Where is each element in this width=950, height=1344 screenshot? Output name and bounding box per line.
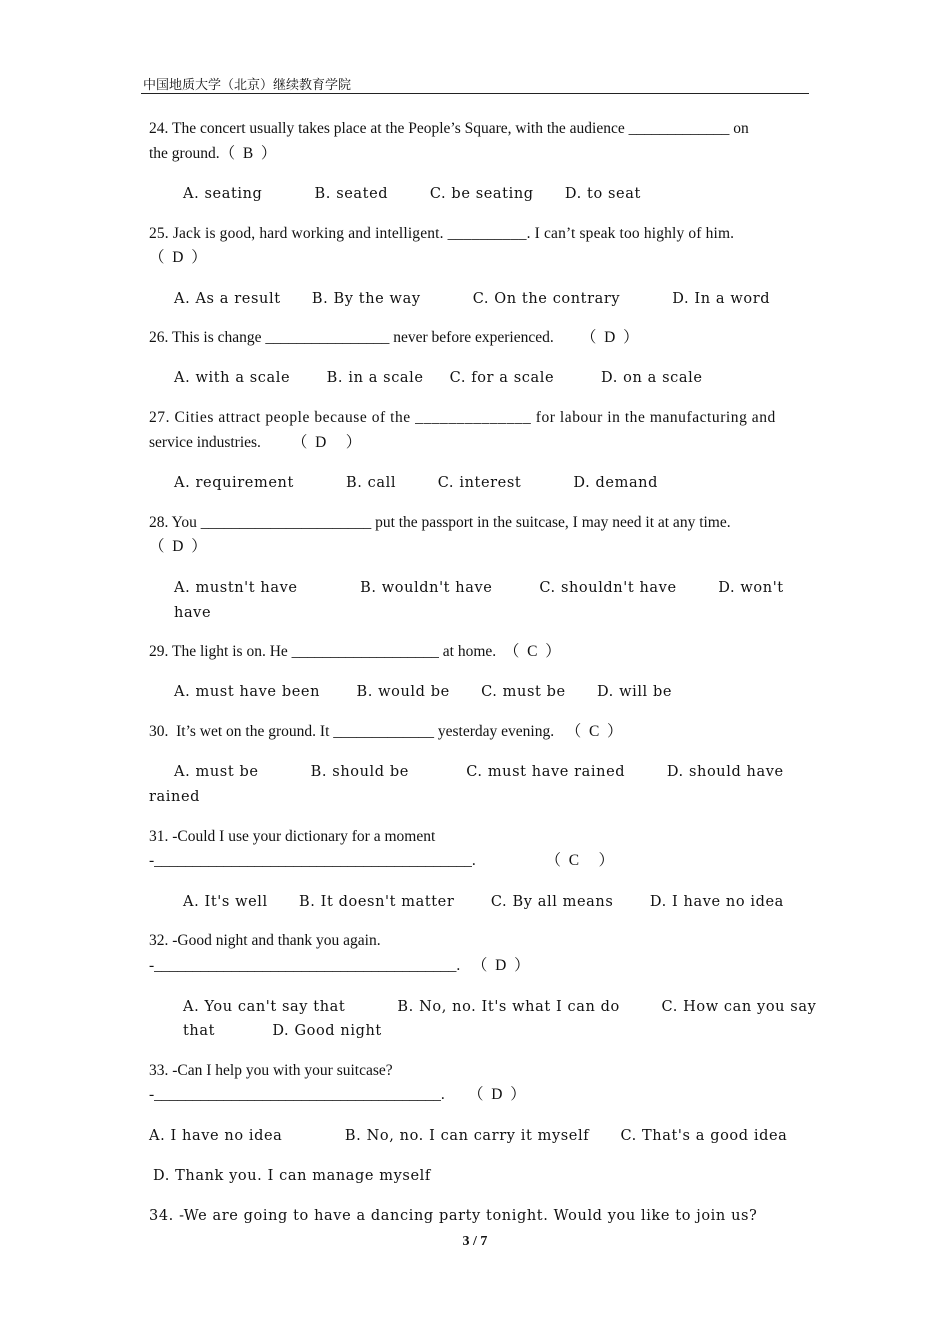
question-25-answer: （ D ） xyxy=(149,249,207,266)
question-28-options-cont: have xyxy=(174,605,212,621)
question-32-answer: -_______________________________________. （ D ） xyxy=(149,957,530,974)
question-24-answer: the ground.（ B ） xyxy=(149,145,277,162)
question-26-stem: 26. This is change ________________ never before experienced. （ D ） xyxy=(149,329,639,346)
question-25-options: A. As a result B. By the way C. On the contrary D. In a word xyxy=(174,291,771,307)
question-31-stem: 31. -Could I use your dictionary for a moment xyxy=(149,828,436,845)
question-25-stem: 25. Jack is good, hard working and intelligent. __________. I can’t speak too highly of him. xyxy=(149,225,735,242)
question-32-stem: 32. -Good night and thank you again. xyxy=(149,932,381,949)
question-30-stem: 30. It’s wet on the ground. It _____________ yesterday evening. （ C ） xyxy=(149,723,623,740)
question-28-answer: （ D ） xyxy=(149,538,207,555)
document-header: 中国地质大学（北京）继续教育学院 xyxy=(143,78,352,93)
question-26-options: A. with a scale B. in a scale C. for a scale D. on a scale xyxy=(174,370,703,386)
question-24-stem: 24. The concert usually takes place at the People’s Square, with the audience _____________ on xyxy=(149,120,749,137)
question-28-options: A. mustn't have B. wouldn't have C. shouldn't have D. won't xyxy=(174,580,784,596)
question-31-answer: -_________________________________________. （ C ） xyxy=(149,852,615,869)
question-29-options: A. must have been B. would be C. must be D. will be xyxy=(174,684,673,700)
question-28-stem: 28. You ______________________ put the passport in the suitcase, I may need it at any time. xyxy=(149,514,731,531)
question-24-options: A. seating B. seated C. be seating D. to seat xyxy=(183,186,641,202)
question-31-options: A. It's well B. It doesn't matter C. By all means D. I have no idea xyxy=(183,894,784,910)
question-32-options-cont: that D. Good night xyxy=(183,1023,382,1039)
question-33-options-cont: D. Thank you. I can manage myself xyxy=(153,1168,431,1184)
header-divider xyxy=(141,93,809,94)
question-27-answer: service industries. （ D ） xyxy=(149,434,362,451)
question-33-stem: 33. -Can I help you with your suitcase? xyxy=(149,1062,393,1079)
page-number: 3 / 7 xyxy=(462,1234,488,1249)
question-27-stem: 27. Cities attract people because of the ______________ for labour in the manufacturing and xyxy=(149,409,776,426)
question-30-options-cont: rained xyxy=(149,789,201,805)
question-27-options: A. requirement B. call C. interest D. demand xyxy=(174,475,659,491)
question-32-options: A. You can't say that B. No, no. It's what I can do C. How can you say xyxy=(183,999,817,1015)
question-33-options: A. I have no idea B. No, no. I can carry it myself C. That's a good idea xyxy=(149,1128,788,1144)
question-30-options: A. must be B. should be C. must have rained D. should have xyxy=(174,764,784,780)
question-29-stem: 29. The light is on. He ___________________ at home. （ C ） xyxy=(149,643,561,660)
question-33-answer: -_____________________________________. （ D ） xyxy=(149,1086,526,1103)
question-34-stem: 34. -We are going to have a dancing party tonight. Would you like to join us? xyxy=(149,1208,758,1224)
